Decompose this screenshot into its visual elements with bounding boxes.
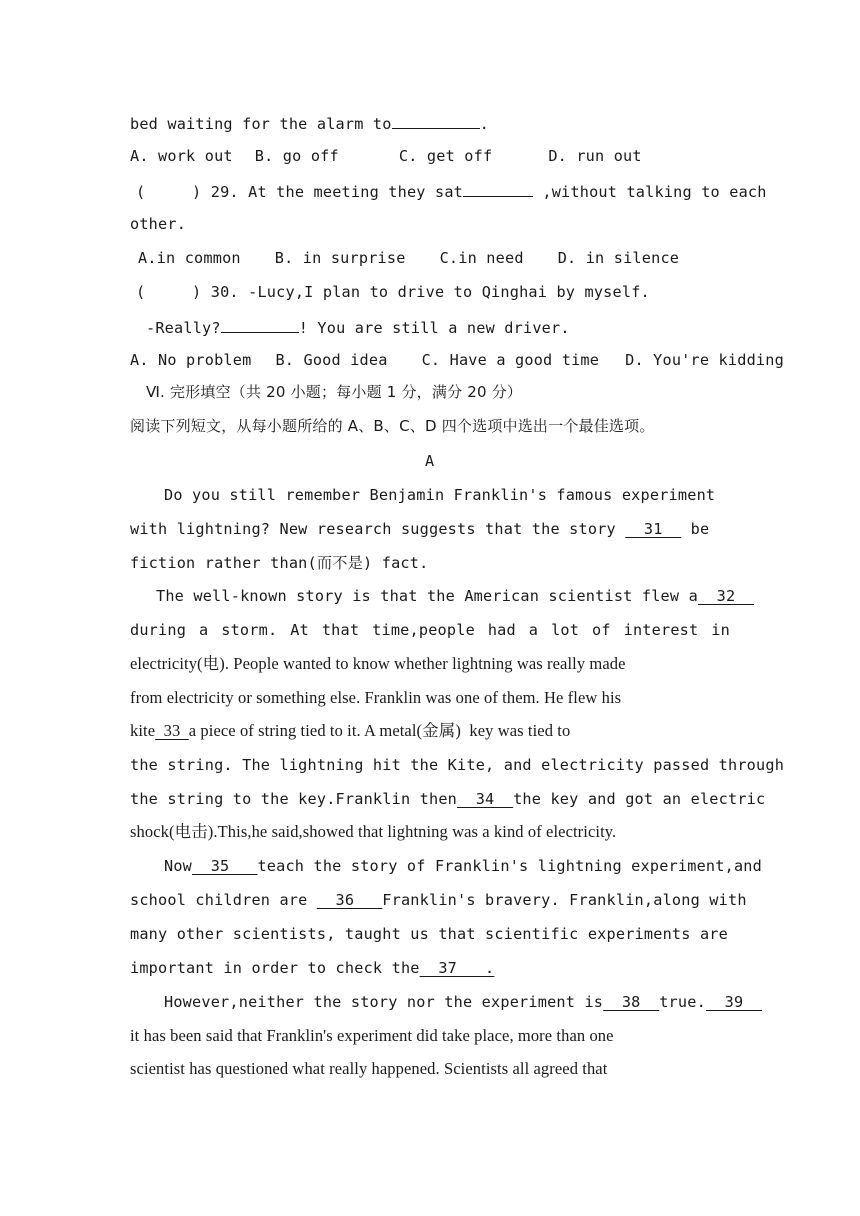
p3-text: important in order to check the [130,959,420,977]
q28-text: bed waiting for the alarm to [130,115,392,133]
p2-text: The well-known story is that the American scientist flew a [156,587,698,605]
q28-options [130,146,642,166]
p1-text: with lightning? New research suggests that the story [130,520,626,538]
word: interest [623,621,699,639]
paragraph-3-line-1 [164,856,762,876]
blank-39: 39 [705,993,762,1011]
paragraph-4-line-1 [164,992,762,1012]
word: time,people [372,621,475,639]
q29-options [138,248,679,268]
word: At [290,621,309,639]
word: in [711,621,730,639]
p3-text: Now [164,857,193,875]
word: during [130,621,187,639]
blank-36: 36 [316,891,383,909]
blank-35: 35 [192,857,258,875]
word: had [487,621,516,639]
word: a [528,621,539,639]
p2-text-end: the key and got an electric [513,790,766,808]
word: lot [551,621,580,639]
q29-continuation: other. [130,215,187,233]
q28-option-c: C. get off [398,147,493,165]
p2-text: the string to the key.Franklin then [130,790,458,808]
q29-blank [463,180,533,197]
p2-text: kite [130,721,156,740]
blank-33: 33 [155,721,189,740]
section-heading: Ⅵ. 完形填空（共 20 小题；每小题 1 分，满分 20 分） [146,383,523,401]
paragraph-3-line-3: many other scientists, taught us that scientific experiments are [130,925,728,943]
q28-period: . [479,115,489,133]
p1-text-end: be [681,520,710,538]
q29-option-a: A.in common [138,249,241,267]
q28-blank [392,112,480,129]
q30-option-c: C. Have a good time [421,351,600,369]
passage-label: A [425,452,435,470]
paragraph-2-line-1 [156,586,754,606]
q30-blank [221,316,299,333]
q30-options [130,350,784,370]
q30-dialogue [146,316,570,338]
q29-text-end: ,without talking to each [533,183,767,201]
p3-text: school children are [130,891,317,909]
paragraph-3-line-4 [130,958,494,978]
paragraph-2-line-4: from electricity or something else. Franklin was one of them. He flew his [130,688,622,707]
blank-31: 31 [625,520,682,538]
section-instruction: 阅读下列短文，从每小题所给的 A、B、C、D 四个选项中选出一个最佳选项。 [130,417,655,435]
q28-option-d: D. run out [548,147,642,165]
q30-stem: ( ) 30. -Lucy,I plan to drive to Qinghai by myself. [136,283,650,301]
q29-option-c: C.in need [439,249,524,267]
blank-38: 38 [603,993,660,1011]
blank-34: 34 [457,790,514,808]
paragraph-1-line-1: Do you still remember Benjamin Franklin's famous experiment [164,486,716,504]
paragraph-2-line-6: the string. The lightning hit the Kite, and electricity passed through [130,756,785,774]
paragraph-1-line-3: fiction rather than(而不是) fact. [130,554,429,572]
paragraph-2-line-3: electricity(电). People wanted to know whether lightning was really made [130,654,626,673]
blank-32: 32 [697,587,754,605]
paragraph-4-line-2: it has been said that Franklin's experiment did take place, more than one [130,1026,614,1045]
word: a [198,621,209,639]
p4-text: However,neither the story nor the experiment is [164,993,604,1011]
q30-reply: -Really? [146,319,221,337]
q29-text: ( ) 29. At the meeting they sat [136,183,464,201]
word: of [592,621,611,639]
p4-text-mid: true. [659,993,706,1011]
p3-text-end: teach the story of Franklin's lightning experiment,and [257,857,762,875]
word: storm. [221,621,278,639]
blank-37: 37 . [419,959,495,977]
q30-option-d: D. You're kidding [625,351,784,369]
q30-option-b: B. Good idea [275,351,388,369]
q29-option-b: B. in surprise [274,249,406,267]
paragraph-2-line-2 [130,620,730,640]
paragraph-3-line-2 [130,890,747,910]
q30-reply-end: ! You are still a new driver. [298,319,570,337]
p3-text-end: Franklin's bravery. Franklin,along with [382,891,747,909]
q29-stem [136,180,767,202]
q30-option-a: A. No problem [130,351,252,369]
q28-stem-tail [130,112,489,134]
paragraph-4-line-3: scientist has questioned what really happened. Scientists all agreed that [130,1059,608,1078]
paragraph-2-line-5 [130,721,570,741]
q29-option-d: D. in silence [557,249,680,267]
q28-option-b: B. go off [254,147,339,165]
paragraph-2-line-8: shock(电击).This,he said,showed that lightning was a kind of electricity. [130,822,617,841]
p2-text-end: a piece of string tied to it. A metal(金属) key was tied to [188,721,571,740]
paragraph-1-line-2 [130,519,709,539]
q28-option-a: A. work out [130,147,233,165]
paragraph-2-line-7 [130,789,765,809]
word: that [321,621,360,639]
